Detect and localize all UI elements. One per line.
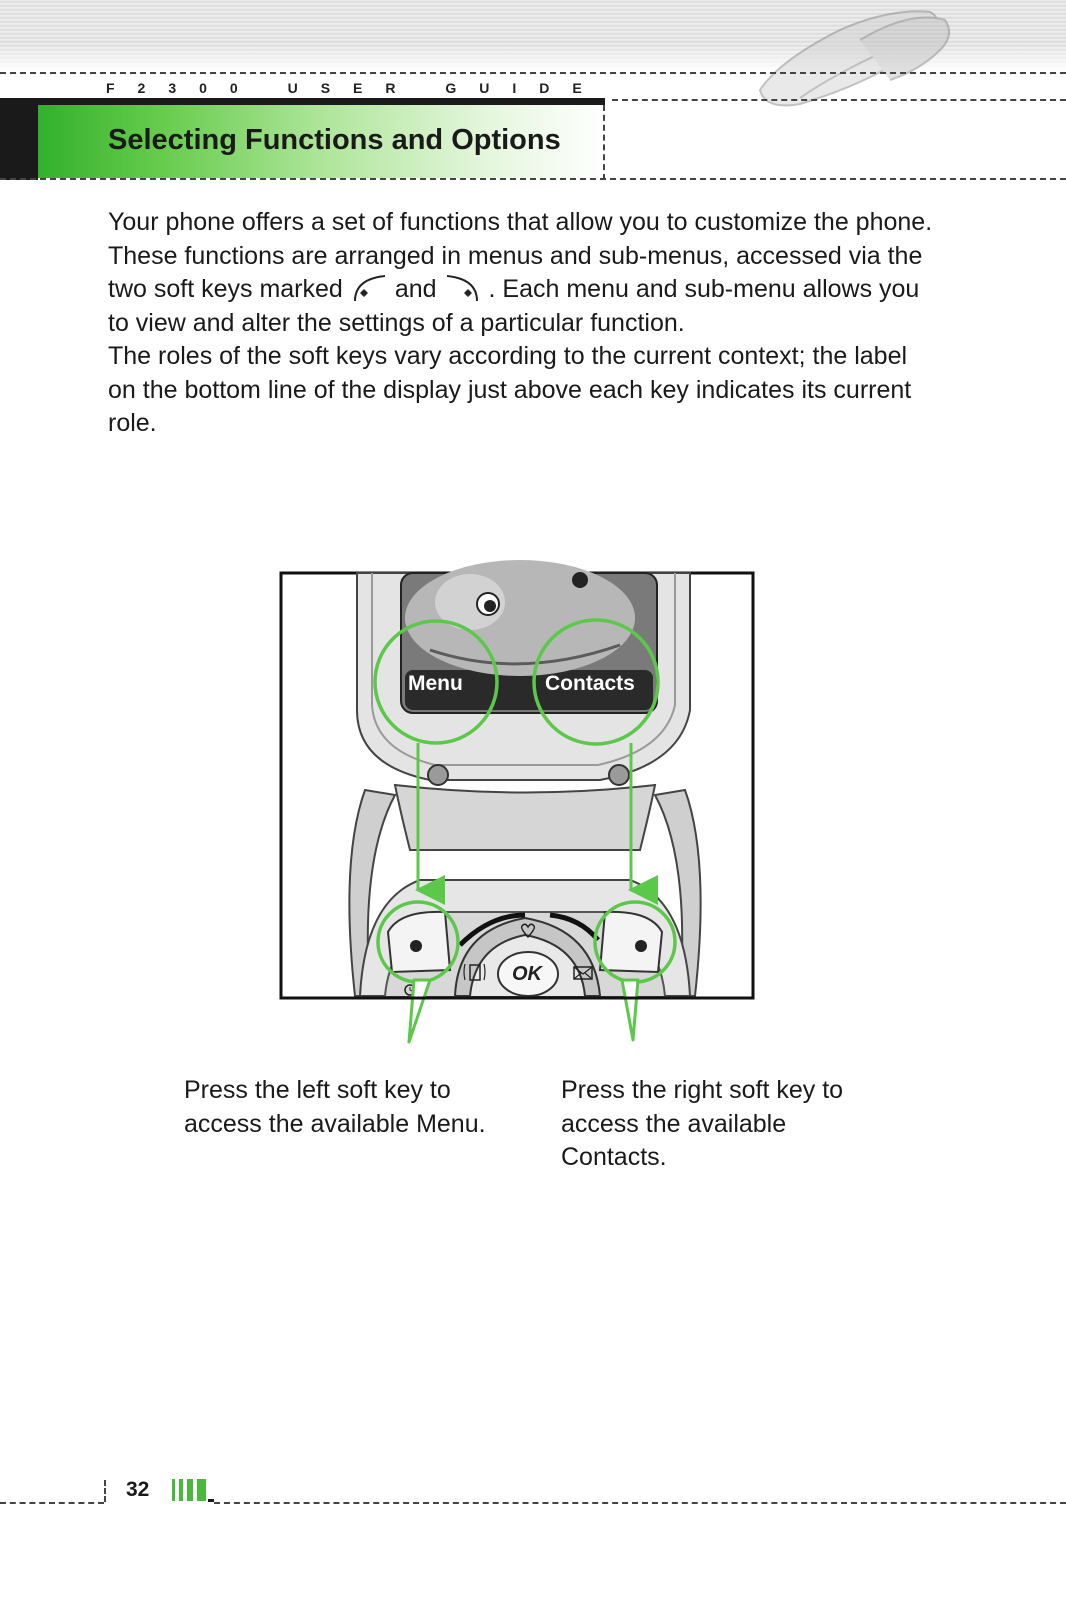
section-title: Selecting Functions and Options [108,124,561,156]
paragraph-1 [108,206,938,340]
page-number: 32 [126,1478,150,1501]
paragraph-1-and: and [394,275,437,303]
header-rule [0,98,605,105]
ok-key-label: OK [512,963,542,985]
paragraph-1-text: Your phone offers a set of functions that allow you to customize the phone. These functions are arranged in menus and sub-menus, accessed via the two soft keys marked [108,208,933,303]
header-top-dashed-rule [0,72,1066,74]
footer-dashed-rule-right [214,1502,1066,1504]
header-right-dashed-rule [612,99,1066,101]
paragraph-2: The roles of the soft keys vary according to the current context; the label on the bottom line of the display just above each key indicates its current role. [108,342,912,437]
title-bottom-dashed-rule [0,178,1066,180]
footer-dashed-rule-left [0,1502,104,1504]
left-softkey-icon [349,273,389,303]
screen-label-contacts: Contacts [545,672,635,695]
screen-label-menu: Menu [408,672,463,695]
right-softkey-icon [443,273,483,303]
header-tab [0,105,38,180]
body-text [108,206,938,441]
phone-figure [0,560,1066,1060]
running-head: F2300 USER GUIDE [106,80,605,96]
phone-silhouette-graphic [740,0,960,110]
title-divider [603,105,605,180]
paragraph-1-end: . Each menu and sub-menu allows you to view and alter the settings of a particular function. [108,275,920,337]
footer-tick [104,1480,106,1502]
caption-left: Press the left soft key to access the available Menu. [184,1076,486,1138]
caption-right: Press the right soft key to access the available Contacts. [561,1076,844,1171]
